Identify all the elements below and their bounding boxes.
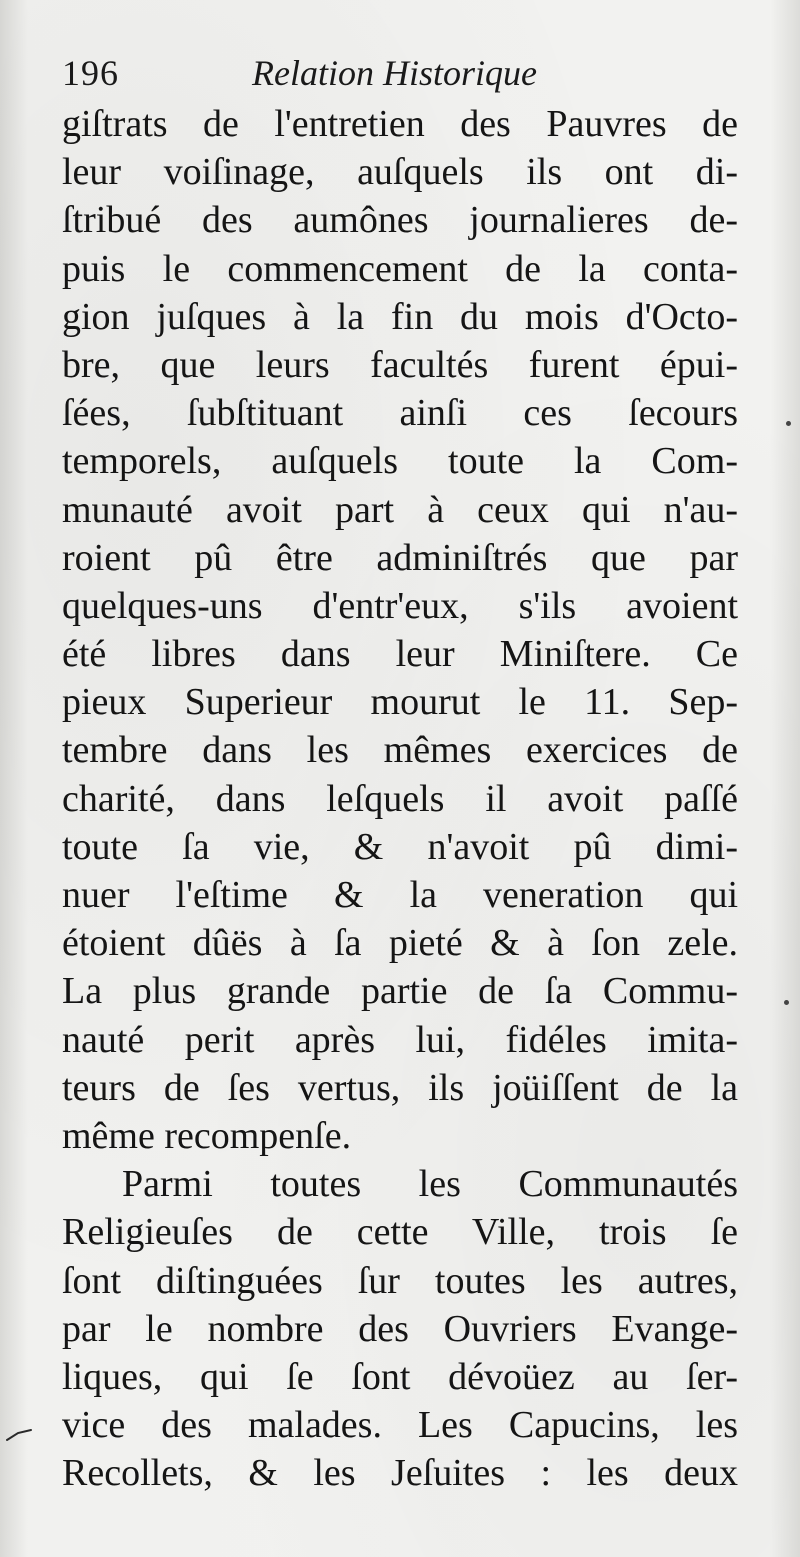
- text-line: Recollets, & les Jeſuites : les deux: [62, 1452, 738, 1495]
- text-line: été libres dans leur Miniſtere. Ce: [62, 633, 738, 676]
- text-line: ſées, ſubſtituant ainſi ces ſecours: [62, 392, 738, 435]
- text-line: giſtrats de l'entretien des Pauvres de: [62, 103, 738, 145]
- text-line: gion juſques à la fin du mois d'Octo-: [62, 295, 738, 338]
- text-line: puis le commencement de la conta-: [62, 247, 738, 290]
- text-line: nauté perit après lui, fidéles imita-: [62, 1018, 738, 1061]
- text-line: par le nombre des Ouvriers Evange-: [62, 1307, 738, 1350]
- text-line: toute ſa vie, & n'avoit pû dimi-: [62, 825, 738, 868]
- ink-speck: [786, 421, 791, 426]
- text-line: liques, qui ſe ſont dévoüez au ſer-: [62, 1355, 738, 1398]
- page-number: 196: [62, 53, 119, 93]
- text-line: ſtribué des aumônes journalieres de-: [62, 199, 738, 242]
- paragraph-first-line: Parmi toutes les Communautés: [122, 1163, 738, 1206]
- text-line: munauté avoit part à ceux qui n'au-: [62, 488, 738, 531]
- text-line: quelques-uns d'entr'eux, s'ils avoient: [62, 584, 738, 627]
- text-line: ſont diſtinguées ſur toutes les autres,: [62, 1259, 738, 1302]
- body-text: [62, 100, 738, 1497]
- ink-speck: [784, 1000, 789, 1005]
- text-line: charité, dans leſquels il avoit paſſé: [62, 777, 738, 820]
- text-line: tembre dans les mêmes exercices de: [62, 729, 738, 772]
- text-line: La plus grande partie de ſa Commu-: [62, 970, 738, 1013]
- text-line: étoient dûës à ſa pieté & à ſon zele.: [62, 922, 738, 965]
- pencil-stroke-mark: [6, 1428, 32, 1442]
- text-line: nuer l'eſtime & la veneration qui: [62, 874, 738, 916]
- running-head-title: Relation Historique: [252, 53, 537, 93]
- paragraph-last-line: même recompenſe.: [62, 1114, 352, 1157]
- text-line: pieux Superieur mourut le 11. Sep-: [62, 681, 738, 724]
- text-line: roient pû être adminiſtrés que par: [62, 536, 738, 579]
- running-head: [62, 52, 738, 98]
- text-line: leur voiſinage, auſquels ils ont di-: [62, 151, 738, 194]
- text-line: teurs de ſes vertus, ils joüiſſent de la: [62, 1066, 738, 1109]
- text-line: vice des malades. Les Capucins, les: [62, 1404, 738, 1447]
- text-line: Religieuſes de cette Ville, trois ſe: [62, 1211, 738, 1254]
- text-line: bre, que leurs facultés furent épui-: [62, 343, 738, 386]
- text-line: temporels, auſquels toute la Com-: [62, 440, 738, 483]
